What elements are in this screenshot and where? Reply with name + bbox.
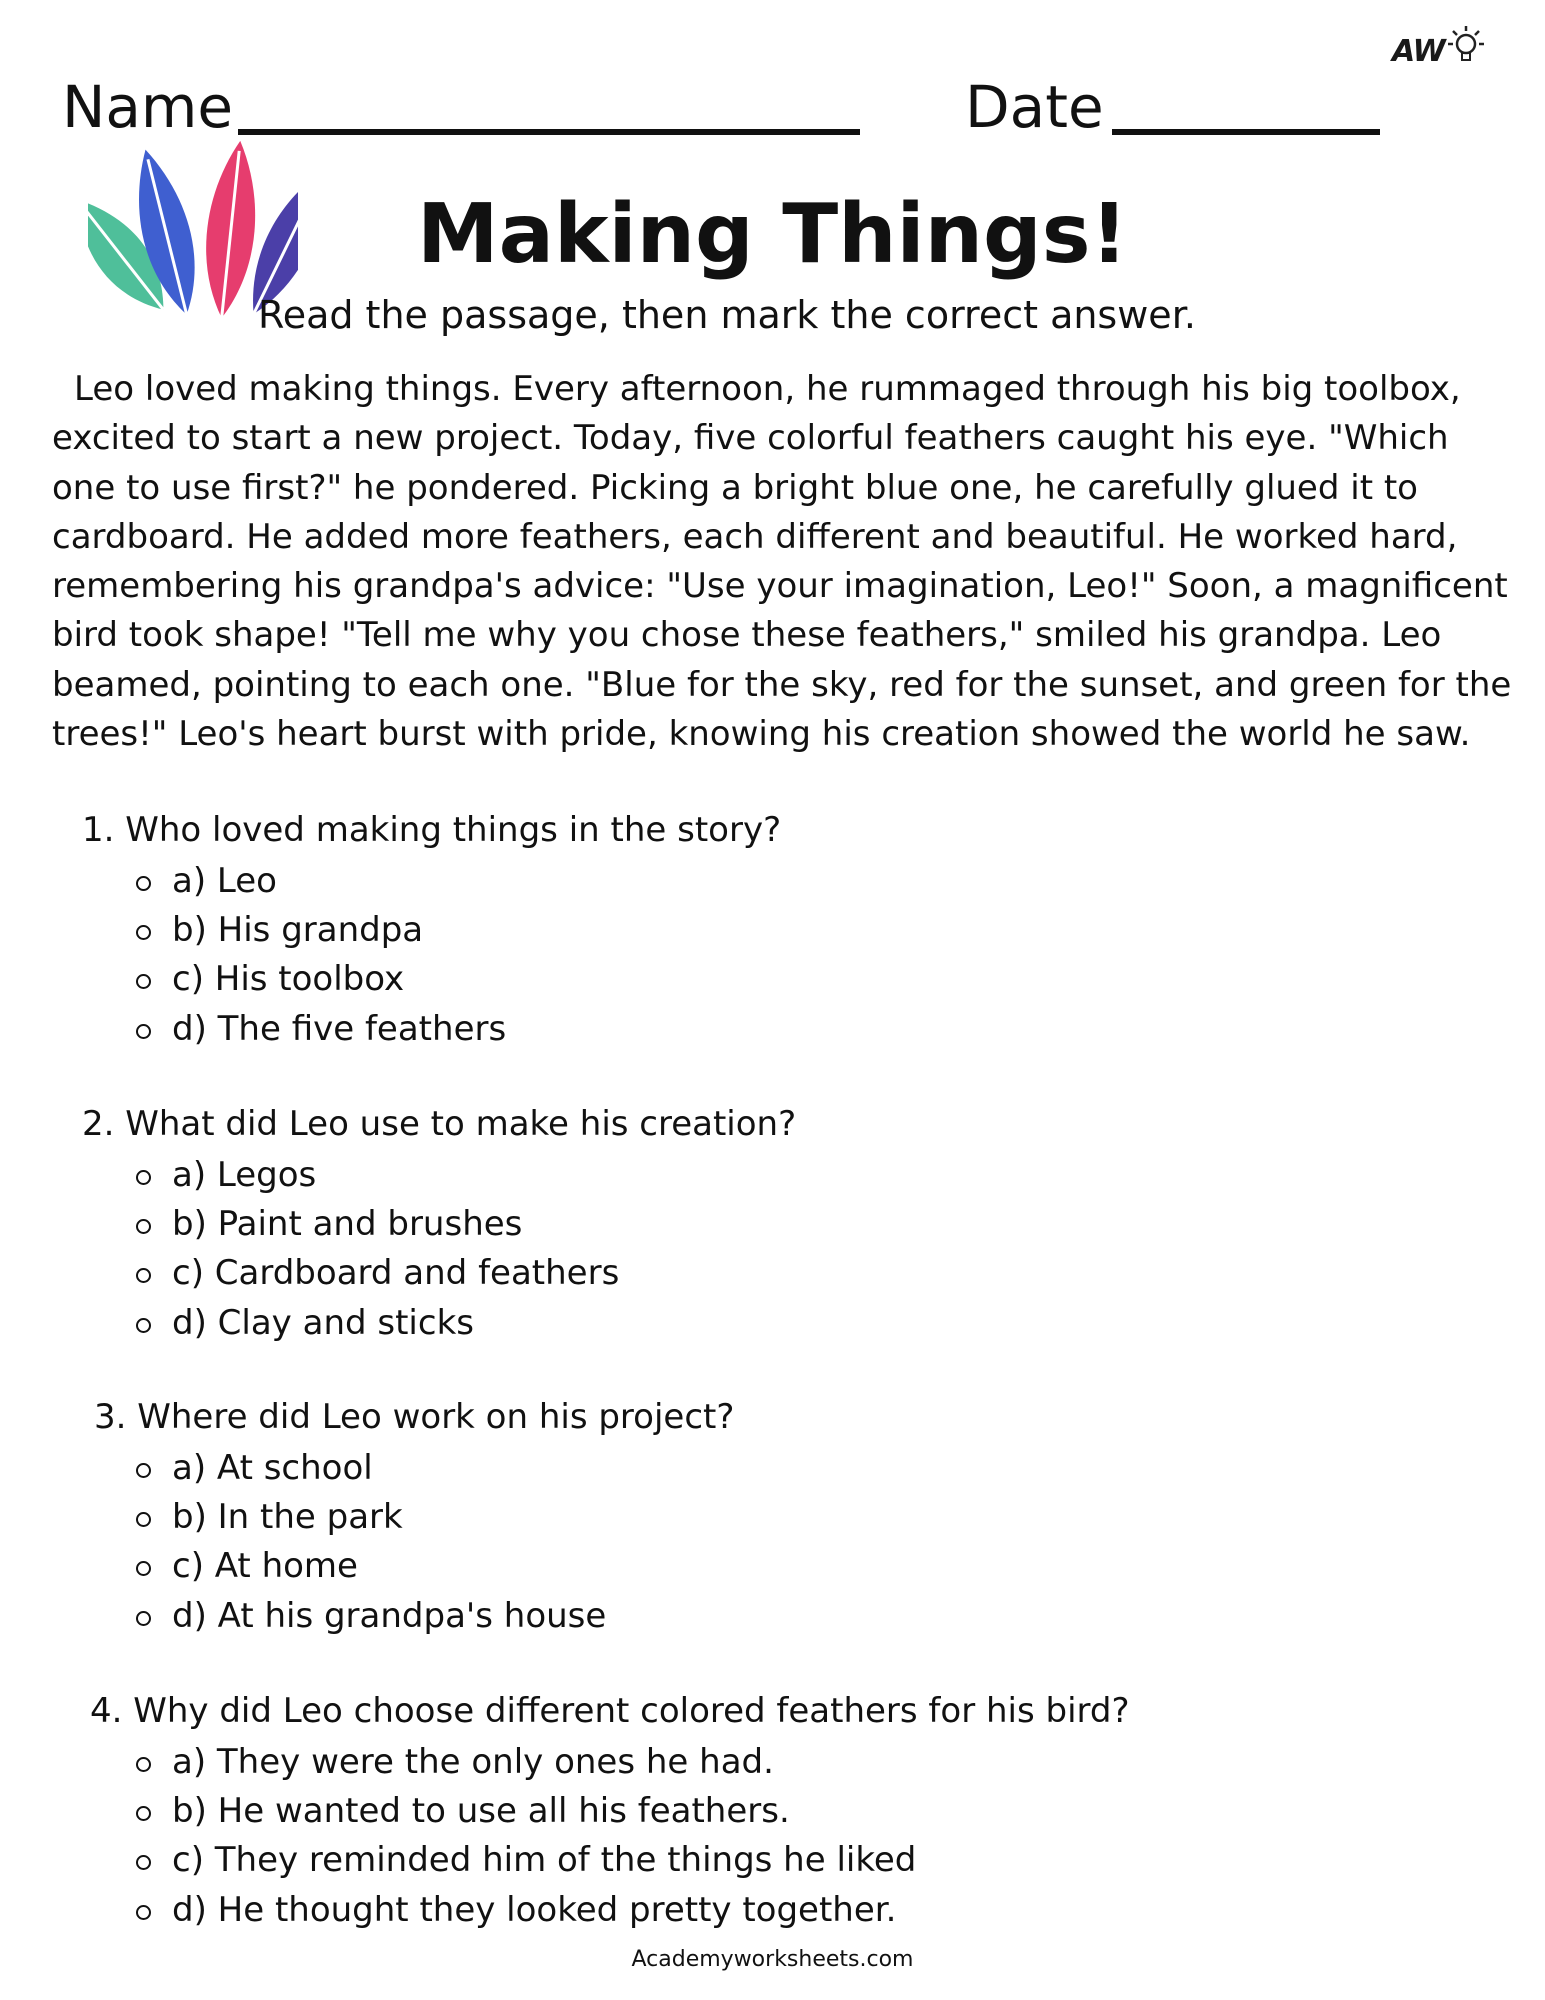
instruction-text: Read the passage, then mark the correct answer. [258,293,1196,337]
lightbulb-icon [1444,22,1496,68]
question-1 [82,806,781,1054]
site-logo [1392,22,1502,82]
answer-option[interactable]: c) Cardboard and feathers [136,1249,796,1298]
answer-option[interactable]: d) The five feathers [136,1005,781,1054]
answer-options [136,1151,796,1348]
worksheet-title: Making Things! [417,187,1128,282]
name-label: Name [62,73,234,141]
name-field[interactable] [238,129,860,135]
answer-option[interactable]: b) His grandpa [136,906,781,955]
date-field[interactable] [1112,129,1380,135]
reading-passage: Leo loved making things. Every afternoon, he rummaged through his big toolbox, excited to start a new project. Today, five colorful feathers caught his eye. "Which one to use first?" he pondered. Picking a bright blue one, he carefully glued it to cardboard. He added more feathers, each different and beautiful. He worked hard, remembering his grandpa's advice: "Use your imagination, Leo!" Soon, a magnificent bird took shape! "Tell me why you chose these feathers," smiled his grandpa. Leo beamed, pointing to each one. "Blue for the sky, red for the sunset, and green for the trees!" Leo's heart burst with pride, knowing his creation showed the world he saw. [52,369,1512,755]
logo-text: AW [1392,34,1445,69]
answer-options [136,1738,1130,1935]
answer-option[interactable]: a) They were the only ones he had. [136,1738,1130,1787]
date-label: Date [965,73,1104,141]
answer-option[interactable]: a) Legos [136,1151,796,1200]
answer-option[interactable]: c) They reminded him of the things he liked [136,1836,1130,1885]
question-3 [94,1393,734,1641]
answer-option[interactable]: c) At home [136,1542,734,1591]
answer-option[interactable]: d) Clay and sticks [136,1299,796,1348]
question-text: 1. Who loved making things in the story? [82,810,782,850]
question-2 [82,1100,796,1348]
answer-option[interactable]: b) Paint and brushes [136,1200,796,1249]
answer-options [136,857,781,1054]
answer-option[interactable]: d) He thought they looked pretty together. [136,1886,1130,1935]
answer-option[interactable]: a) Leo [136,857,781,906]
answer-option[interactable]: b) He wanted to use all his feathers. [136,1787,1130,1836]
question-text: 4. Why did Leo choose different colored feathers for his bird? [90,1691,1130,1731]
question-text: 2. What did Leo use to make his creation? [82,1104,797,1144]
question-4 [90,1687,1130,1935]
footer-site: Academyworksheets.com [631,1947,914,1972]
answer-option[interactable]: a) At school [136,1444,734,1493]
answer-option[interactable]: c) His toolbox [136,955,781,1004]
answer-options [136,1444,734,1641]
answer-option[interactable]: d) At his grandpa's house [136,1592,734,1641]
answer-option[interactable]: b) In the park [136,1493,734,1542]
question-text: 3. Where did Leo work on his project? [94,1397,735,1437]
